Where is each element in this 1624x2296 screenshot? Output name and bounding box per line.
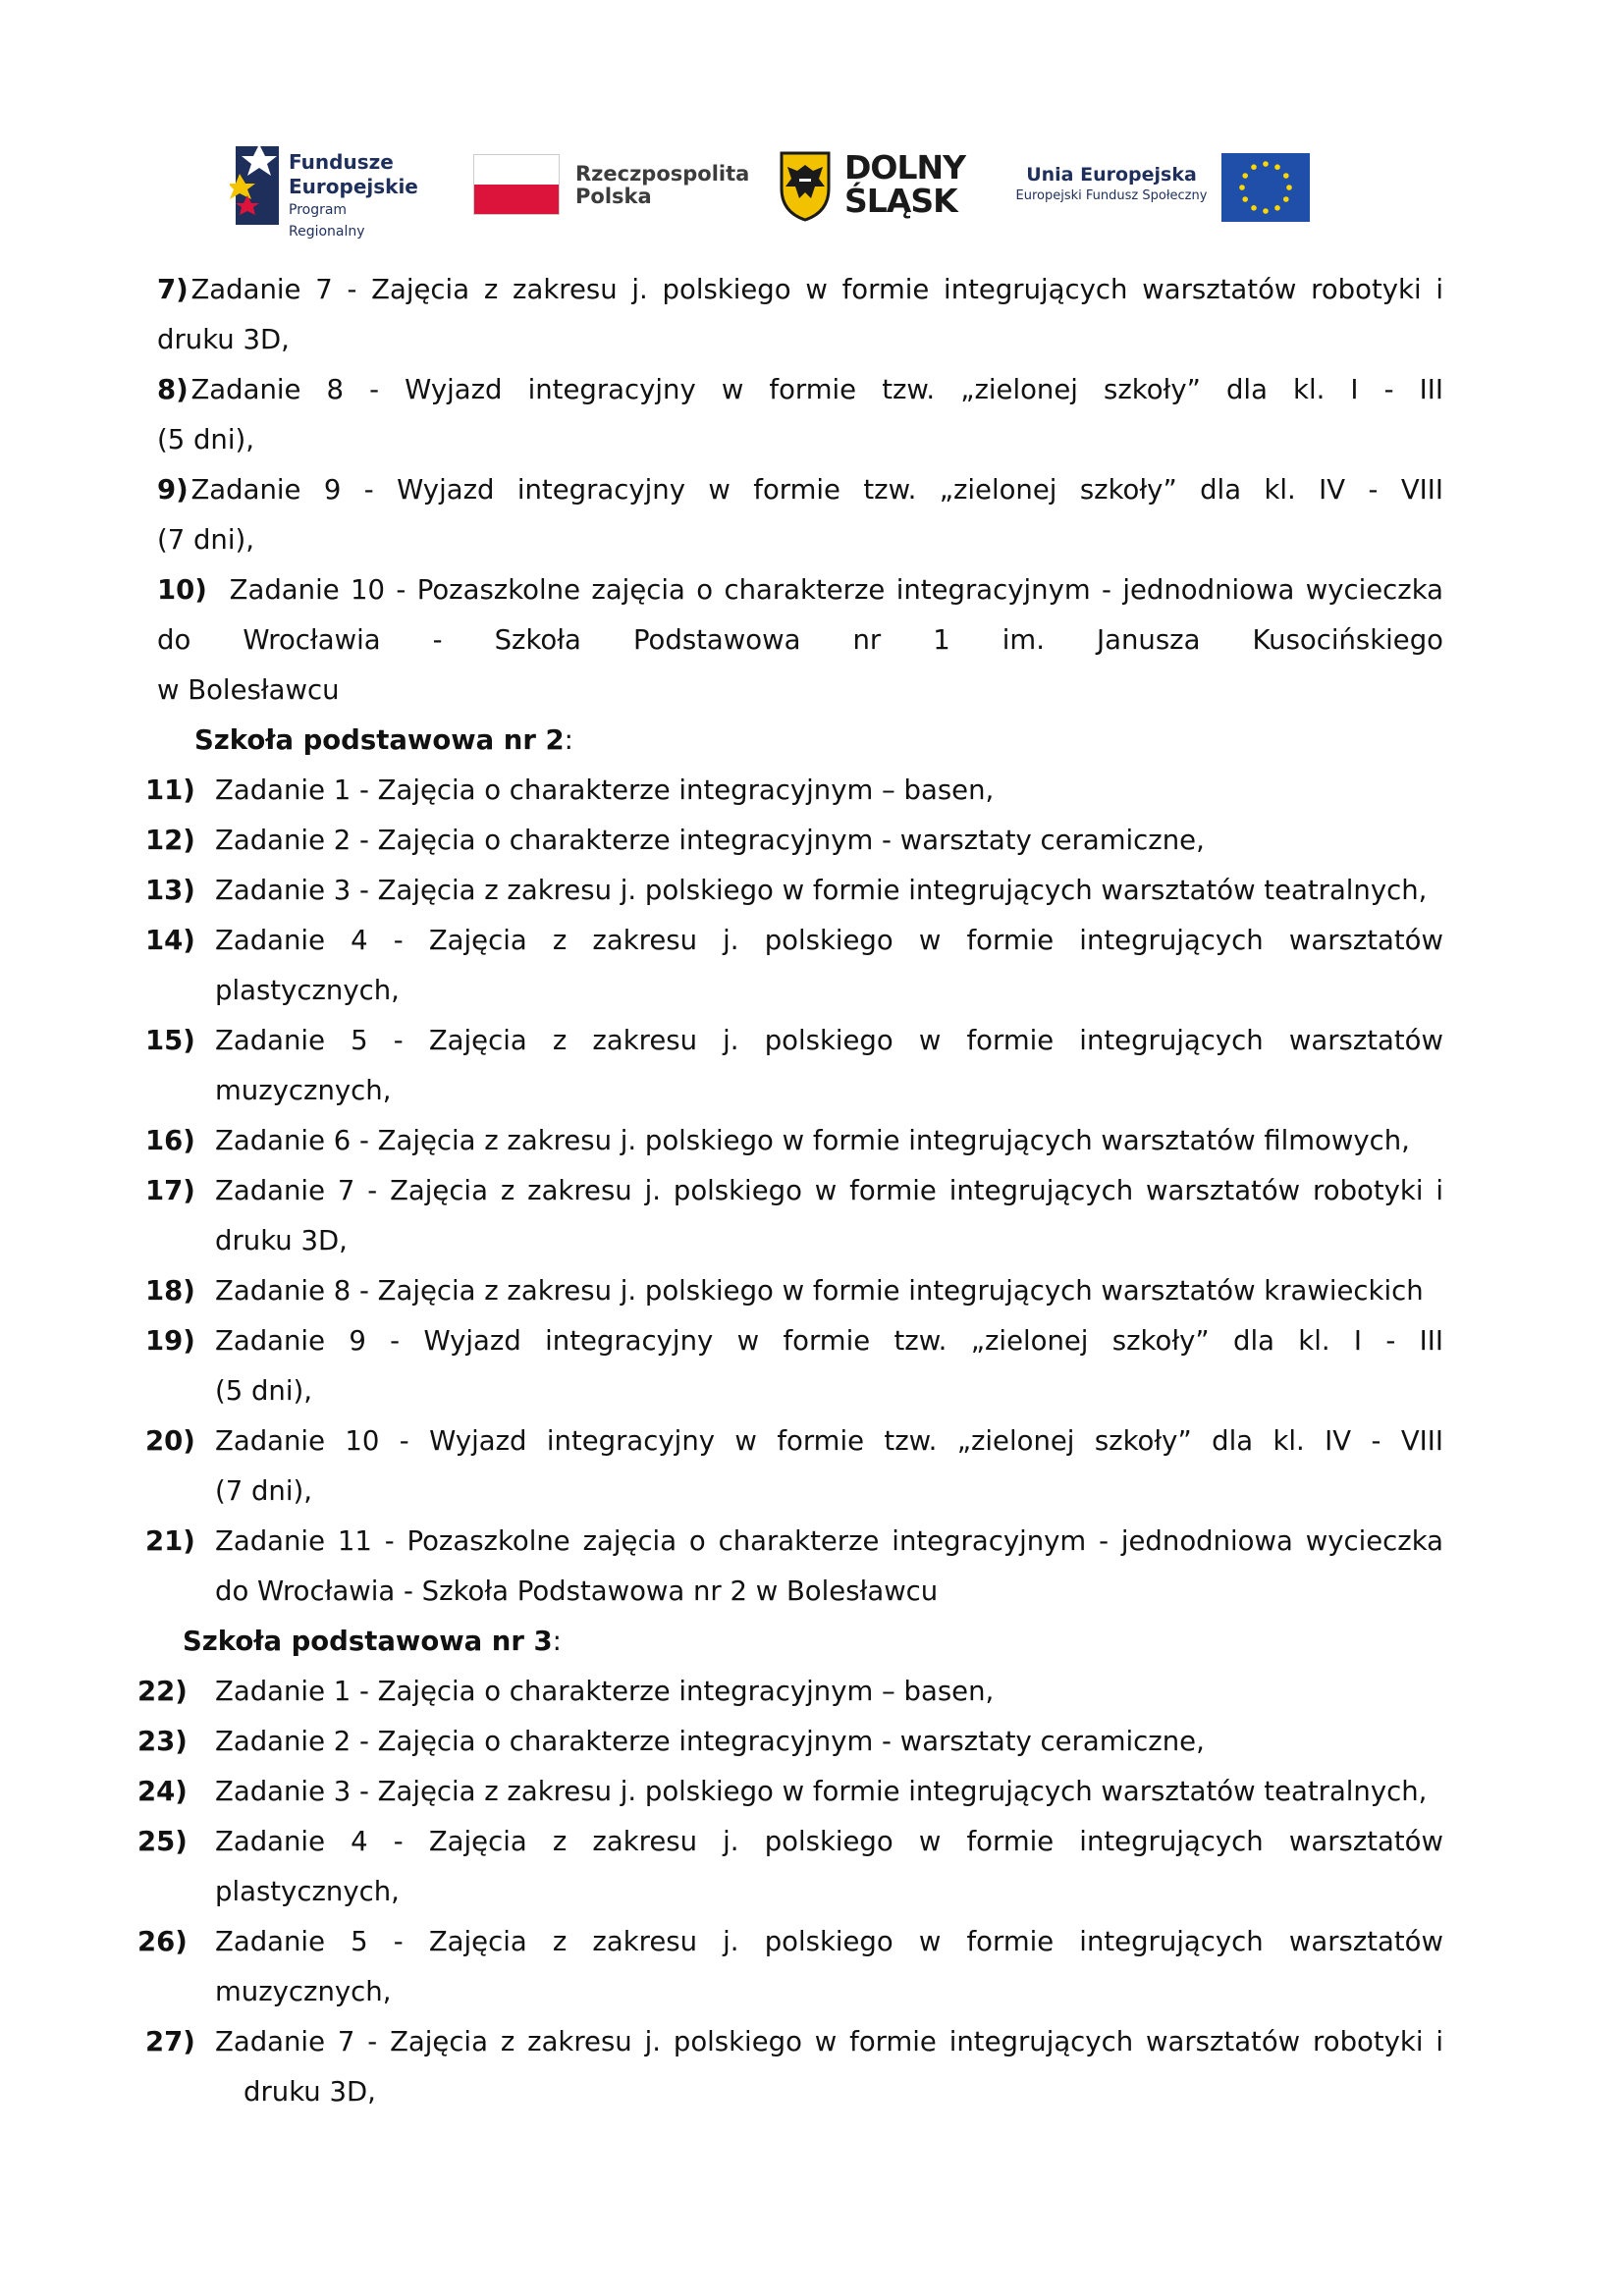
- list-item-7-cont: druku 3D,: [157, 324, 290, 355]
- fundusze-europejskie-text: [289, 150, 426, 242]
- rzeczpospolita-text: [575, 163, 749, 208]
- item-number: 7): [157, 274, 189, 305]
- ue-title: Unia Europejska: [1026, 164, 1197, 186]
- item-number: 10): [157, 574, 207, 606]
- list-item-15-cont: muzycznych,: [215, 1075, 392, 1106]
- list-item-17-text: Zadanie 7 - Zajęcia z zakresu j. polskiego w formie integrujących warsztatów robotyki i: [215, 1175, 1443, 1206]
- item-number: 19): [145, 1325, 195, 1357]
- eu-star-icon: [1274, 164, 1280, 170]
- list-item-21-text: Zadanie 11 - Pozaszkolne zajęcia o charakterze integracyjnym - jednodniowa wycieczka: [215, 1525, 1443, 1557]
- item-number: 22): [137, 1676, 188, 1707]
- item-text: Zadanie 7 - Zajęcia z zakresu j. polskiego w formie integrujących warsztatów robotyki i: [190, 274, 1443, 305]
- list-item-23: [137, 1725, 188, 1758]
- list-item-24: [137, 1775, 188, 1808]
- list-item-27-text: Zadanie 7 - Zajęcia z zakresu j. polskiego w formie integrujących warsztatów robotyki i: [215, 2026, 1443, 2057]
- list-item-9: [157, 473, 1443, 507]
- list-item-14-text: Zadanie 4 - Zajęcia z zakresu j. polskiego w formie integrujących warsztatów: [215, 925, 1443, 956]
- list-item-23-text: Zadanie 2 - Zajęcia o charakterze integracyjnym - warsztaty ceramiczne,: [215, 1726, 1205, 1757]
- list-item-15-text: Zadanie 5 - Zajęcia z zakresu j. polskiego w formie integrujących warsztatów: [215, 1025, 1443, 1056]
- list-item-12: [145, 824, 195, 857]
- item-number: 9): [157, 474, 189, 506]
- item-number: 8): [157, 374, 189, 405]
- item-number: 23): [137, 1726, 188, 1757]
- list-item-10-cont: do Wrocławia - Szkoła Podstawowa nr 1 im. Janusza Kusocińskiego: [157, 624, 1443, 656]
- list-item-14: [145, 924, 195, 957]
- fundusze-europejskie-icon: [230, 140, 281, 227]
- heading-label: Szkoła podstawowa nr 2: [194, 724, 565, 756]
- eu-star-icon: [1242, 196, 1248, 202]
- rzeczpospolita-logo: [473, 154, 750, 223]
- list-item-17-cont: druku 3D,: [215, 1225, 348, 1256]
- ue-sub: Europejski Fundusz Społeczny: [1015, 188, 1208, 203]
- item-number: 15): [145, 1025, 195, 1056]
- list-item-9-cont: (7 dni),: [157, 524, 254, 556]
- eu-star-icon: [1239, 185, 1245, 190]
- item-text: Zadanie 8 - Wyjazd integracyjny w formie tzw. „zielonej szkoły” dla kl. I - III: [190, 374, 1443, 405]
- list-item-8: [157, 373, 1443, 406]
- fundusze-line2: Europejskie: [289, 175, 418, 198]
- eu-star-icon: [1251, 164, 1257, 170]
- list-item-8-cont: (5 dni),: [157, 424, 254, 455]
- item-number: 11): [145, 774, 195, 806]
- list-item-18-text: Zadanie 8 - Zajęcia z zakresu j. polskiego w formie integrujących warsztatów krawieckich: [215, 1275, 1424, 1307]
- list-item-17: [145, 1174, 195, 1207]
- list-item-14-cont: plastycznych,: [215, 975, 400, 1006]
- list-item-15: [145, 1024, 195, 1057]
- section-heading-school-2: [194, 723, 573, 757]
- list-item-19-cont: (5 dni),: [215, 1375, 312, 1407]
- eagle-shield-icon: [778, 149, 833, 222]
- eu-star-icon: [1286, 185, 1292, 190]
- list-item-26-text: Zadanie 5 - Zajęcia z zakresu j. polskiego w formie integrujących warsztatów: [215, 1926, 1443, 1957]
- item-number: 14): [145, 925, 195, 956]
- list-item-16-text: Zadanie 6 - Zajęcia z zakresu j. polskiego w formie integrujących warsztatów filmowych,: [215, 1125, 1410, 1156]
- dolny-slask-logo: [778, 149, 974, 228]
- list-item-21-cont: do Wrocławia - Szkoła Podstawowa nr 2 w Bolesławcu: [215, 1575, 939, 1607]
- item-number: 17): [145, 1175, 195, 1206]
- fundusze-line3: Program Regionalny: [289, 202, 365, 240]
- heading-colon: :: [552, 1626, 562, 1657]
- fundusze-line1: Fundusze: [289, 150, 394, 174]
- list-item-10-cont2: w Bolesławcu: [157, 674, 340, 706]
- eu-star-icon: [1242, 173, 1248, 179]
- eu-star-icon: [1283, 173, 1289, 179]
- eu-star-icon: [1263, 161, 1269, 167]
- item-number: 12): [145, 825, 195, 856]
- dolny-slask-text: [844, 148, 965, 220]
- list-item-7: [157, 273, 1443, 306]
- item-text: Zadanie 9 - Wyjazd integracyjny w formie tzw. „zielonej szkoły” dla kl. IV - VIII: [190, 474, 1443, 506]
- eu-star-icon: [1251, 205, 1257, 211]
- item-number: 26): [137, 1926, 188, 1957]
- eu-star-icon: [1274, 205, 1280, 211]
- list-item-25: [137, 1825, 188, 1858]
- list-item-25-text: Zadanie 4 - Zajęcia z zakresu j. polskiego w formie integrujących warsztatów: [215, 1826, 1443, 1857]
- list-item-24-text: Zadanie 3 - Zajęcia z zakresu j. polskiego w formie integrujących warsztatów teatralnych,: [215, 1776, 1428, 1807]
- list-item-16: [145, 1124, 195, 1157]
- polish-flag-icon: [473, 154, 560, 215]
- item-text: Zadanie 10 - Pozaszkolne zajęcia o charakterze integracyjnym - jednodniowa wycieczka: [229, 574, 1444, 606]
- ds-line2: ŚLĄSK: [844, 182, 957, 220]
- section-heading-school-3: [183, 1625, 562, 1658]
- item-number: 20): [145, 1425, 195, 1457]
- rp-line2: Polska: [575, 185, 652, 208]
- list-item-20-text: Zadanie 10 - Wyjazd integracyjny w formie tzw. „zielonej szkoły” dla kl. IV - VIII: [215, 1425, 1443, 1457]
- unia-europejska-text: [1015, 163, 1208, 206]
- list-item-13: [145, 874, 195, 907]
- fundusze-europejskie-logo: [230, 140, 426, 240]
- list-item-25-cont: plastycznych,: [215, 1876, 400, 1907]
- list-item-19-text: Zadanie 9 - Wyjazd integracyjny w formie tzw. „zielonej szkoły” dla kl. I - III: [215, 1325, 1443, 1357]
- eu-flag-icon: [1221, 153, 1310, 222]
- list-item-20: [145, 1424, 195, 1458]
- item-number: 13): [145, 875, 195, 906]
- eu-star-icon: [1283, 196, 1289, 202]
- list-item-22-text: Zadanie 1 - Zajęcia o charakterze integracyjnym – basen,: [215, 1676, 995, 1707]
- list-item-21: [145, 1524, 195, 1558]
- item-number: 21): [145, 1525, 195, 1557]
- rp-line1: Rzeczpospolita: [575, 162, 750, 186]
- list-item-26-cont: muzycznych,: [215, 1976, 392, 2007]
- item-number: 24): [137, 1776, 188, 1807]
- item-number: 18): [145, 1275, 195, 1307]
- unia-europejska-logo: [1015, 153, 1310, 224]
- list-item-11-text: Zadanie 1 - Zajęcia o charakterze integracyjnym – basen,: [215, 774, 995, 806]
- eu-star-icon: [1263, 208, 1269, 214]
- item-number: 27): [145, 2026, 195, 2057]
- list-item-20-cont: (7 dni),: [215, 1475, 312, 1507]
- header-logos: [0, 0, 1624, 240]
- heading-label: Szkoła podstawowa nr 3: [183, 1626, 553, 1657]
- item-number: 25): [137, 1826, 188, 1857]
- list-item-12-text: Zadanie 2 - Zajęcia o charakterze integracyjnym - warsztaty ceramiczne,: [215, 825, 1205, 856]
- list-item-11: [145, 774, 195, 807]
- item-number: 16): [145, 1125, 195, 1156]
- list-item-27: [145, 2025, 195, 2058]
- ds-line1: DOLNY: [844, 148, 965, 187]
- list-item-10: [157, 573, 1443, 607]
- heading-colon: :: [564, 724, 573, 756]
- list-item-27-cont: druku 3D,: [244, 2076, 376, 2108]
- list-item-19: [145, 1324, 195, 1358]
- list-item-26: [137, 1925, 188, 1958]
- list-item-13-text: Zadanie 3 - Zajęcia z zakresu j. polskiego w formie integrujących warsztatów teatralnych,: [215, 875, 1428, 906]
- list-item-22: [137, 1675, 188, 1708]
- list-item-18: [145, 1274, 195, 1308]
